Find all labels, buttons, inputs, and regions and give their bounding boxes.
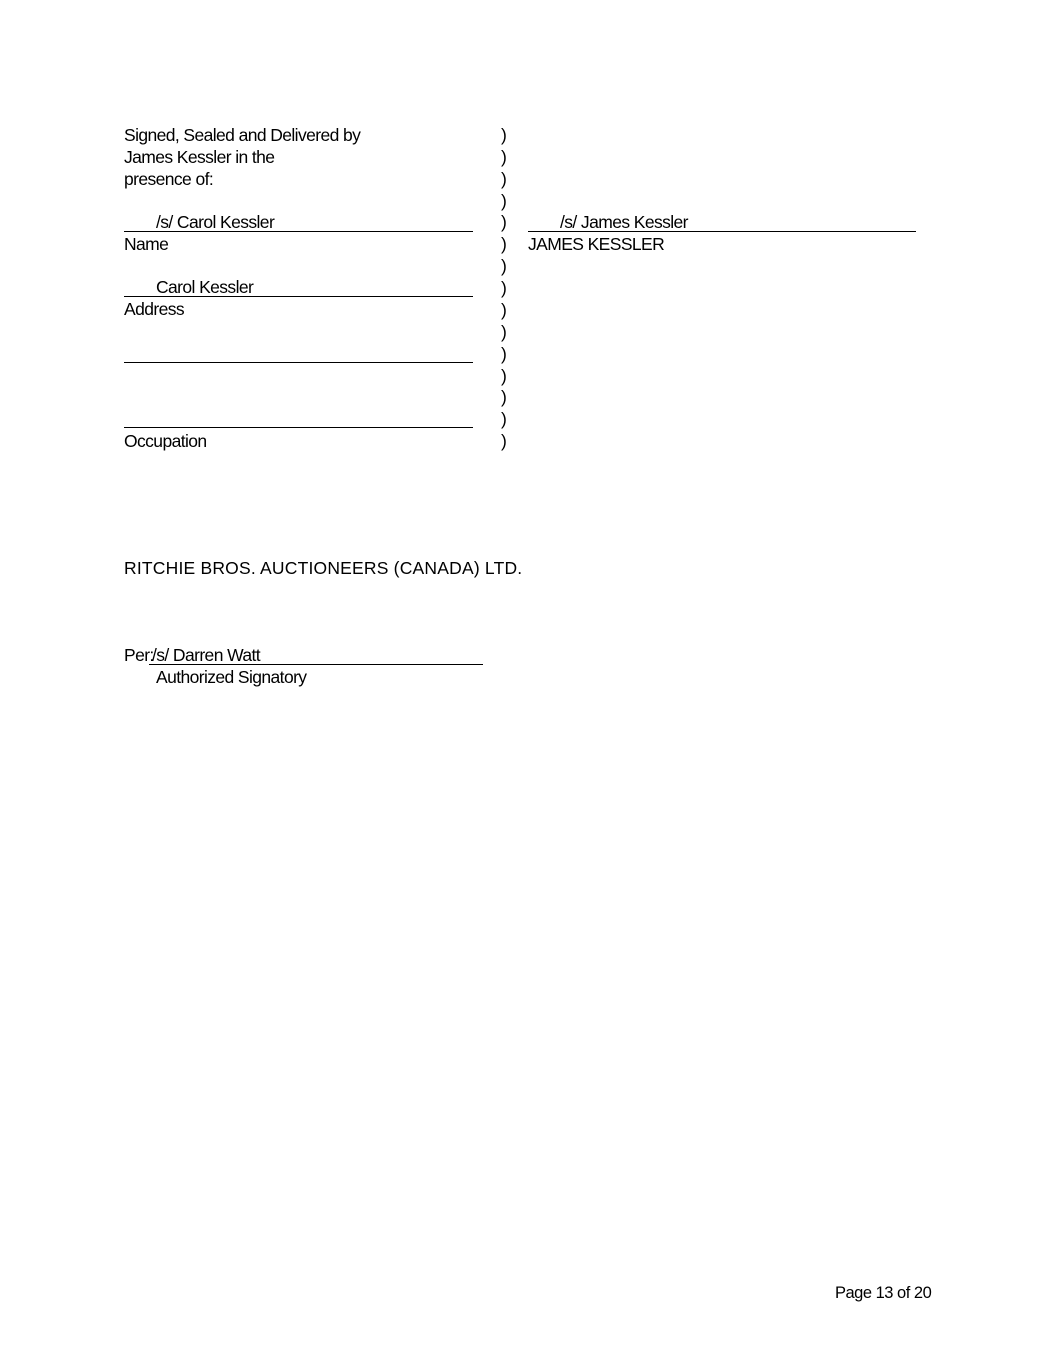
paren-divider: ) — [501, 191, 507, 211]
paren-divider: ) — [501, 125, 507, 145]
paren-divider: ) — [501, 278, 507, 298]
witness-intro-line-3: presence of: — [124, 169, 214, 189]
witness-signature-line — [124, 231, 473, 232]
address-line-1 — [124, 362, 473, 363]
paren-divider: ) — [501, 431, 507, 451]
signatory-printed-name: JAMES KESSLER — [528, 234, 665, 254]
company-signature: /s/ Darren Watt — [152, 645, 261, 665]
company-name: RITCHIE BROS. AUCTIONEERS (CANADA) LTD. — [124, 558, 523, 578]
paren-divider: ) — [501, 169, 507, 189]
paren-divider: ) — [501, 366, 507, 386]
occupation-label: Occupation — [124, 431, 207, 451]
paren-divider: ) — [501, 387, 507, 407]
paren-divider: ) — [501, 322, 507, 342]
signatory-signature-line — [528, 231, 916, 232]
company-signature-line — [149, 664, 483, 665]
per-label: Per: — [124, 645, 154, 665]
address-line-2 — [124, 427, 473, 428]
witness-printed-name: Carol Kessler — [156, 277, 254, 297]
paren-divider: ) — [501, 147, 507, 167]
paren-divider: ) — [501, 344, 507, 364]
signatory-signature: /s/ James Kessler — [560, 212, 688, 232]
name-label: Name — [124, 234, 169, 254]
paren-divider: ) — [501, 212, 507, 232]
paren-divider: ) — [501, 234, 507, 254]
paren-divider: ) — [501, 256, 507, 276]
page-indicator: Page 13 of 20 — [835, 1284, 932, 1302]
paren-divider: ) — [501, 409, 507, 429]
witness-name-line — [124, 296, 473, 297]
address-label: Address — [124, 299, 184, 319]
witness-intro-line-1: Signed, Sealed and Delivered by — [124, 125, 361, 145]
witness-intro-line-2: James Kessler in the — [124, 147, 275, 167]
witness-signature: /s/ Carol Kessler — [156, 212, 275, 232]
signatory-title: Authorized Signatory — [156, 667, 307, 687]
paren-divider: ) — [501, 300, 507, 320]
